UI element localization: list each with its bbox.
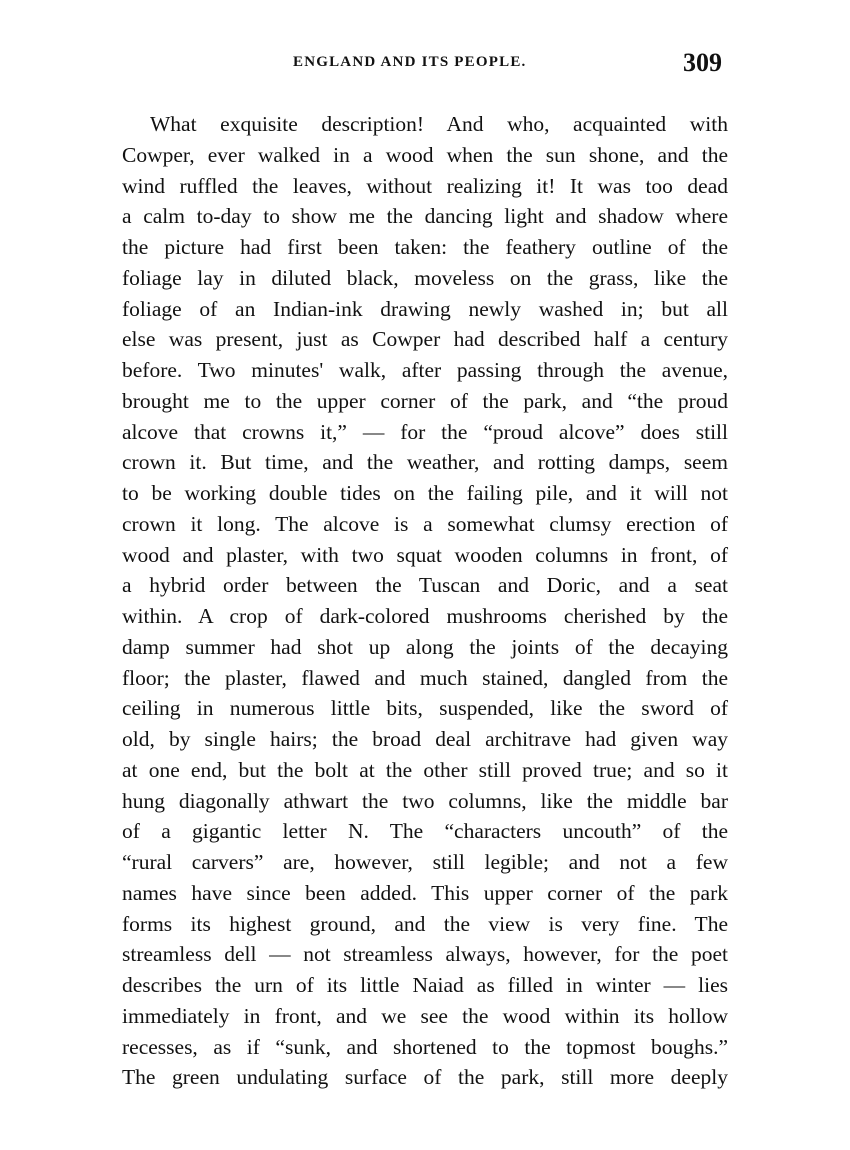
text-line: old, by single hairs; the broad deal architrave had given way [122,727,728,751]
text-line: brought me to the upper corner of the park, and “the proud [122,388,728,413]
text-line: damp summer had shot up along the joints of the decaying [122,634,728,659]
text-line: a calm to-day to show me the dancing light and shadow where [122,204,728,229]
text-line: The green undulating surface of the park, still more deeply [122,1065,728,1090]
text-line: foliage lay in diluted black, moveless on the grass, like the [122,265,728,290]
text-line: hung diagonally athwart the two columns, like the middle bar [122,788,728,813]
text-line: wood and plaster, with two squat wooden columns in front, of [122,542,728,567]
running-head [0,48,850,78]
text-line: else was present, just as Cowper had described half a century [122,327,728,352]
text-line: before. Two minutes' walk, after passing through the avenue, [122,358,728,382]
body-text [122,109,728,1093]
text-line: at one end, but the bolt at the other still proved true; and so it [122,757,728,782]
text-line: to be working double tides on the failing pile, and it will not [122,481,728,505]
text-line: floor; the plaster, flawed and much stained, dangled from the [122,665,728,690]
text-line: alcove that crowns it,” — for the “proud alcove” does still [122,419,728,444]
text-line: within. A crop of dark-colored mushrooms cherished by the [122,604,728,628]
text-line: of a gigantic letter N. The “characters uncouth” of the [122,819,728,844]
text-line: describes the urn of its little Naiad as filled in winter — lies [122,973,728,997]
text-line: crown it. But time, and the weather, and rotting damps, seem [122,450,728,475]
text-line: names have since been added. This upper corner of the park [122,880,728,905]
text-line: the picture had first been taken: the feathery outline of the [122,235,728,259]
text-line: a hybrid order between the Tuscan and Doric, and a seat [122,573,728,598]
text-line: “rural carvers” are, however, still legible; and not a few [122,850,728,874]
text-line: What exquisite description! And who, acquainted with [150,112,728,136]
text-line: immediately in front, and we see the wood within its hollow [122,1003,728,1028]
text-line: recesses, as if “sunk, and shortened to the topmost boughs.” [122,1034,728,1059]
running-title: ENGLAND AND ITS PEOPLE. [293,54,527,70]
text-line: wind ruffled the leaves, without realizing it! It was too dead [122,173,728,198]
text-line: foliage of an Indian-ink drawing newly washed in; but all [122,296,728,321]
text-line: crown it long. The alcove is a somewhat clumsy erection of [122,511,728,536]
text-line: forms its highest ground, and the view is very fine. The [122,911,728,936]
text-line: Cowper, ever walked in a wood when the sun shone, and the [122,142,728,167]
page-number: 309 [683,48,722,77]
text-line: ceiling in numerous little bits, suspended, like the sword of [122,696,728,721]
text-line: streamless dell — not streamless always, however, for the poet [122,942,728,967]
